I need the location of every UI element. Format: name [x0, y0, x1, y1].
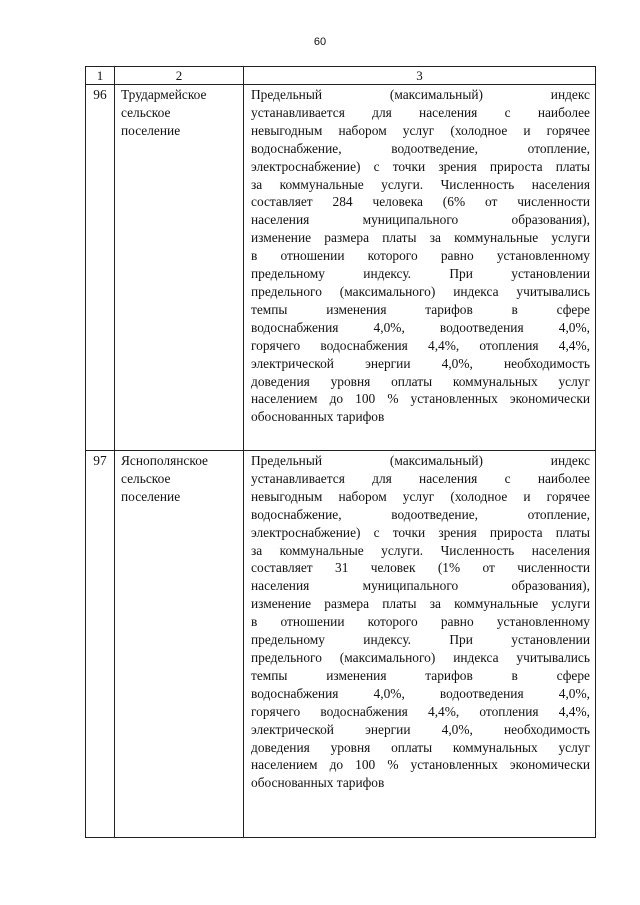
description-line: доведения уровня оплаты коммунальных услуг: [251, 739, 590, 755]
tariff-index-table: [85, 66, 596, 838]
table-row: [86, 85, 596, 451]
description-line: за коммунальные услуги. Численность населения: [251, 542, 590, 558]
description-line: горячего водоснабжения 4,4%, отопления 4,4%,: [251, 703, 590, 719]
description-line: горячего водоснабжения 4,4%, отопления 4,4%,: [251, 337, 590, 353]
description-line: населения муниципального образования),: [251, 212, 590, 228]
settlement-name-line: поселение: [121, 488, 181, 504]
settlement-name-line: поселение: [121, 122, 181, 138]
description-line: изменение размера платы за коммунальные услуги: [251, 230, 590, 246]
description-line: в отношении которого равно установленному: [251, 248, 590, 264]
index-description: [244, 451, 596, 838]
settlement-name-line: сельское: [121, 104, 171, 120]
settlement-name: [115, 451, 244, 838]
description-line: предельному индексу. При установлении: [251, 266, 590, 282]
page-number: 60: [313, 36, 327, 48]
header-cell-2: 2: [115, 67, 244, 85]
description-line: электрической энергии 4,0%, необходимость: [251, 721, 590, 737]
row-number: 97: [86, 451, 115, 838]
description-line: электроснабжение) с точки зрения прироста платы: [251, 158, 590, 174]
description-line: водоснабжения 4,0%, водоотведения 4,0%,: [251, 685, 590, 701]
description-line: электроснабжение) с точки зрения прироста платы: [251, 524, 590, 540]
index-description: [244, 85, 596, 451]
description-line: населения муниципального образования),: [251, 578, 590, 594]
description-line: водоснабжения 4,0%, водоотведения 4,0%,: [251, 319, 590, 335]
row-number: 96: [86, 85, 115, 451]
settlement-name-line: Яснополянское: [121, 453, 208, 468]
description-line: электрической энергии 4,0%, необходимость: [251, 355, 590, 371]
description-line: обоснованных тарифов: [251, 409, 385, 425]
description-line: Предельный (максимальный) индекс: [251, 453, 590, 468]
description-line: предельного (максимального) индекса учитывались: [251, 283, 590, 299]
description-line: устанавливается для населения с наиболее: [251, 104, 590, 120]
description-line: устанавливается для населения с наиболее: [251, 470, 590, 486]
settlement-name-line: сельское: [121, 470, 171, 486]
description-line: темпы изменения тарифов в сфере: [251, 667, 590, 683]
description-line: темпы изменения тарифов в сфере: [251, 301, 590, 317]
description-line: невыгодным набором услуг (холодное и горячее: [251, 122, 590, 138]
description-line: доведения уровня оплаты коммунальных услуг: [251, 373, 590, 389]
description-line: изменение размера платы за коммунальные услуги: [251, 596, 590, 612]
description-line: предельному индексу. При установлении: [251, 632, 590, 648]
description-line: Предельный (максимальный) индекс: [251, 87, 590, 102]
description-line: составляет 31 человек (1% от численности: [251, 560, 590, 576]
description-line: водоснабжение, водоотведение, отопление,: [251, 140, 590, 156]
description-line: невыгодным набором услуг (холодное и горячее: [251, 488, 590, 504]
description-line: составляет 284 человека (6% от численности: [251, 194, 590, 210]
description-line: предельного (максимального) индекса учитывались: [251, 649, 590, 665]
description-line: водоснабжение, водоотведение, отопление,: [251, 506, 590, 522]
settlement-name: [115, 85, 244, 451]
description-line: обоснованных тарифов: [251, 775, 385, 791]
table-header-row: [86, 67, 596, 85]
table-row: [86, 451, 596, 838]
description-line: в отношении которого равно установленному: [251, 614, 590, 630]
description-line: населением до 100 % установленных экономически: [251, 757, 590, 773]
description-line: населением до 100 % установленных экономически: [251, 391, 590, 407]
header-cell-3: 3: [244, 67, 596, 85]
header-cell-1: 1: [86, 67, 115, 85]
settlement-name-line: Трудармейское: [121, 87, 207, 102]
description-line: за коммунальные услуги. Численность населения: [251, 176, 590, 192]
